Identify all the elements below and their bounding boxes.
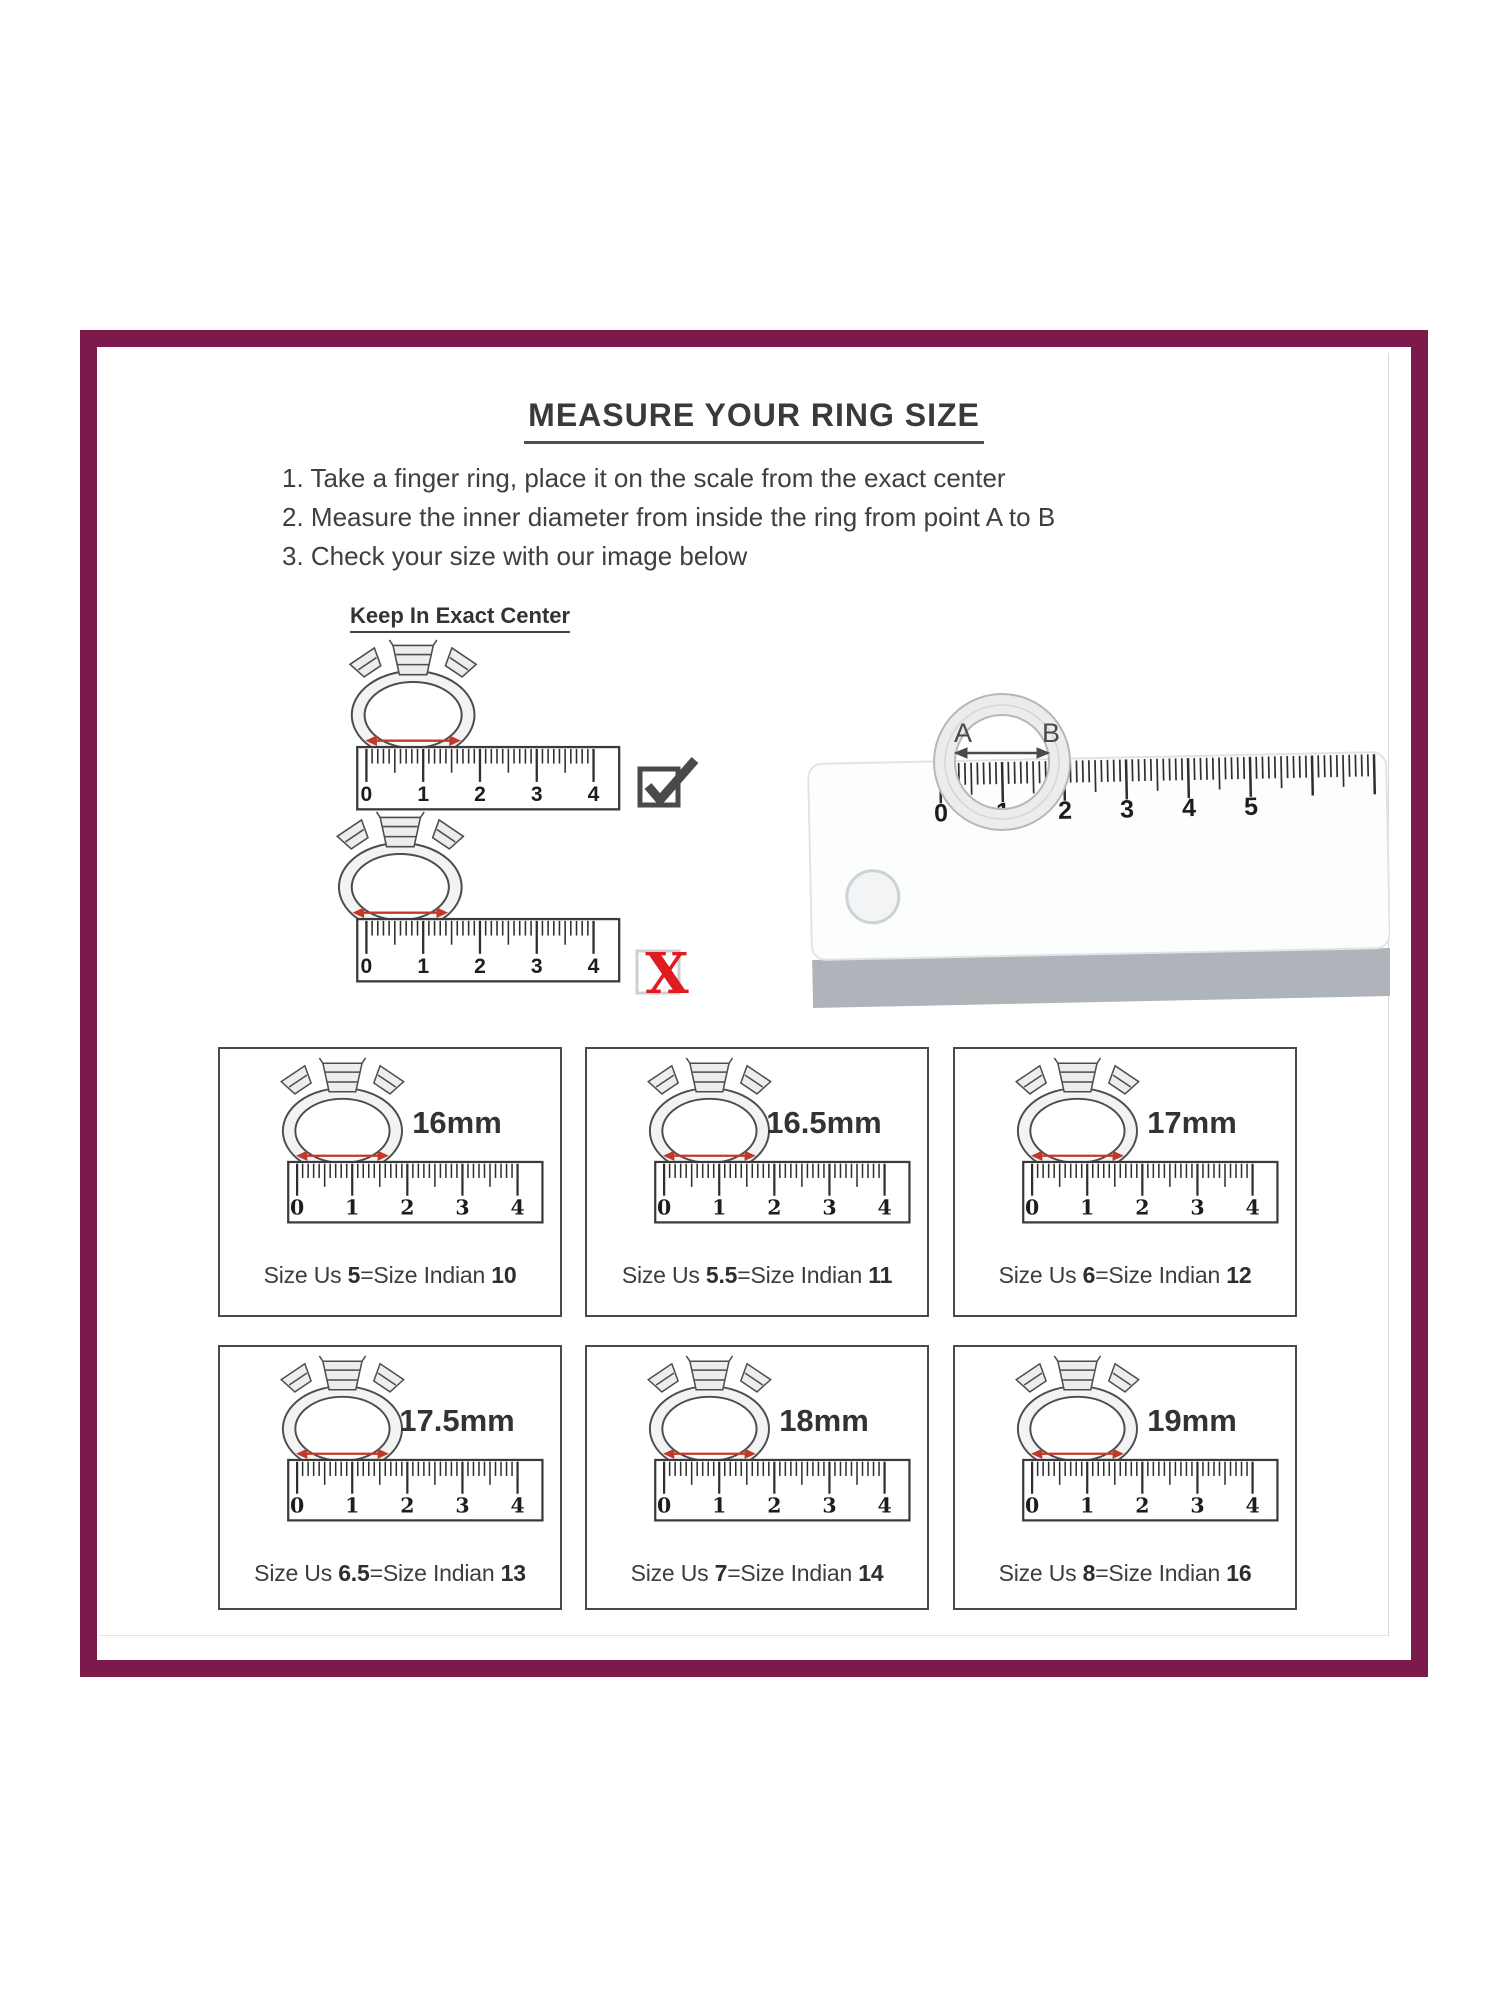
size-card-17-5mm (218, 1345, 562, 1610)
svg-text:1: 1 (417, 955, 430, 979)
size-conversion-text: Size Us 5=Size Indian 10 (263, 1262, 517, 1288)
ring-on-ruler-photo (630, 600, 1390, 1010)
size-conversion-text: Size Us 8=Size Indian 16 (998, 1560, 1252, 1586)
svg-text:1: 1 (712, 1493, 727, 1518)
svg-text:4: 4 (587, 955, 600, 979)
mm-label: 17.5mm (399, 1403, 515, 1438)
svg-text:3: 3 (822, 1195, 837, 1220)
svg-text:5: 5 (1243, 792, 1259, 821)
svg-text:4: 4 (587, 783, 600, 807)
ring-ruler-illustration (593, 1355, 913, 1524)
svg-text:4: 4 (877, 1493, 892, 1518)
mm-label: 16.5mm (766, 1105, 882, 1140)
svg-text:0: 0 (289, 1493, 305, 1518)
ring-ruler-illustration (226, 1057, 546, 1226)
svg-text:1: 1 (417, 783, 430, 807)
svg-text:0: 0 (360, 955, 373, 979)
size-card-17mm (953, 1047, 1297, 1317)
svg-text:0: 0 (656, 1493, 672, 1518)
image-edge-line (99, 1635, 1389, 1636)
svg-text:4: 4 (1245, 1493, 1260, 1518)
size-card-18mm (585, 1345, 929, 1610)
svg-text:3: 3 (530, 955, 543, 979)
svg-text:3: 3 (822, 1493, 837, 1518)
svg-text:3: 3 (455, 1493, 470, 1518)
svg-text:X: X (645, 941, 689, 1001)
instruction-item: 2. Measure the inner diameter from inside the ring from point A to B (282, 502, 1056, 532)
svg-text:1: 1 (1080, 1493, 1095, 1518)
size-card-19mm (953, 1345, 1297, 1610)
size-conversion-text: Size Us 6.5=Size Indian 13 (254, 1560, 526, 1586)
svg-text:3: 3 (1190, 1493, 1205, 1518)
svg-text:1: 1 (345, 1195, 360, 1220)
svg-text:4: 4 (1181, 793, 1197, 823)
svg-text:2: 2 (1135, 1493, 1150, 1518)
svg-text:0: 0 (1024, 1195, 1040, 1220)
svg-text:3: 3 (1190, 1195, 1205, 1220)
svg-text:1: 1 (712, 1195, 727, 1220)
instruction-item: 3. Check your size with our image below (282, 541, 748, 571)
mm-label: 16mm (412, 1105, 502, 1140)
svg-text:2: 2 (400, 1493, 415, 1518)
mm-label: 17mm (1147, 1105, 1237, 1140)
svg-text:1: 1 (1080, 1195, 1095, 1220)
ring-ruler-illustration (226, 1355, 546, 1524)
ring-ruler-illustration (593, 1057, 913, 1226)
svg-text:0: 0 (933, 799, 949, 828)
svg-text:4: 4 (510, 1195, 525, 1220)
svg-text:2: 2 (474, 955, 486, 979)
instruction-item: 1. Take a finger ring, place it on the scale from the exact center (282, 463, 1006, 493)
svg-text:4: 4 (1245, 1195, 1260, 1220)
svg-text:2: 2 (1135, 1195, 1150, 1220)
size-conversion-text: Size Us 6=Size Indian 12 (998, 1262, 1252, 1288)
svg-text:3: 3 (530, 783, 543, 807)
svg-text:A: A (953, 718, 973, 748)
mm-label: 18mm (779, 1403, 869, 1438)
ring-ruler-illustration (961, 1355, 1281, 1524)
incorrect-measurement-diagram (293, 811, 623, 985)
svg-text:4: 4 (510, 1493, 525, 1518)
svg-text:3: 3 (1119, 795, 1135, 824)
svg-text:B: B (1041, 718, 1061, 748)
page-title-wrap (97, 397, 1411, 444)
size-conversion-text: Size Us 5.5=Size Indian 11 (621, 1262, 893, 1288)
svg-text:2: 2 (767, 1493, 782, 1518)
svg-text:4: 4 (877, 1195, 892, 1220)
svg-text:0: 0 (360, 783, 373, 807)
svg-text:0: 0 (289, 1195, 305, 1220)
svg-text:0: 0 (656, 1195, 672, 1220)
size-conversion-text: Size Us 7=Size Indian 14 (630, 1560, 884, 1586)
svg-text:0: 0 (1024, 1493, 1040, 1518)
correct-measurement-diagram (293, 639, 623, 813)
ring-ruler-illustration (961, 1057, 1281, 1226)
infographic-frame (80, 330, 1428, 1677)
svg-text:2: 2 (400, 1195, 415, 1220)
svg-text:2: 2 (1057, 796, 1073, 825)
mm-label: 19mm (1147, 1403, 1237, 1438)
svg-text:3: 3 (455, 1195, 470, 1220)
page-title: MEASURE YOUR RING SIZE (524, 397, 984, 444)
instruction-list (282, 459, 1055, 576)
svg-text:2: 2 (767, 1195, 782, 1220)
size-card-16-5mm (585, 1047, 929, 1317)
keep-center-label: Keep In Exact Center (350, 603, 570, 633)
svg-text:2: 2 (474, 783, 486, 807)
svg-text:1: 1 (345, 1493, 360, 1518)
size-card-16mm (218, 1047, 562, 1317)
